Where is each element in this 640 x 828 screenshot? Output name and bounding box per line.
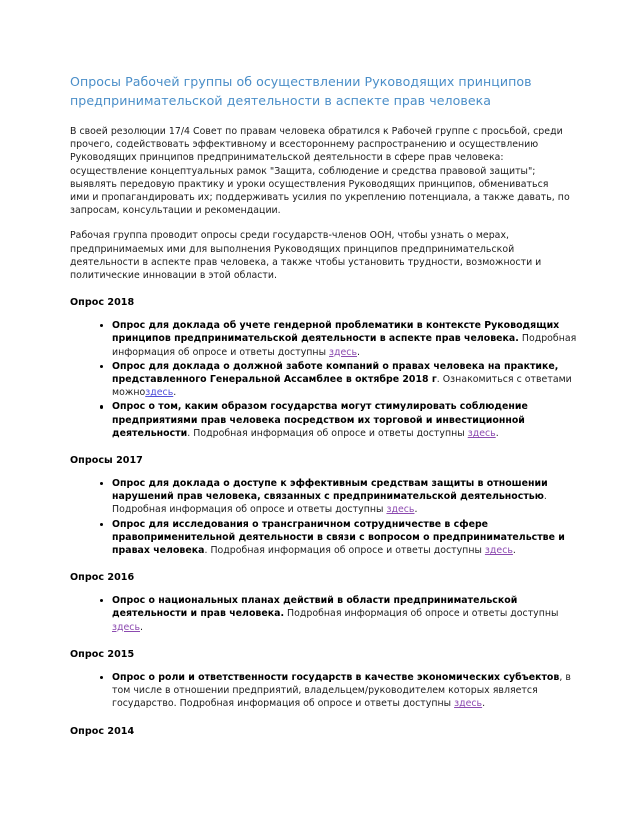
survey-description-tail: . bbox=[173, 387, 177, 399]
survey-title: Опрос для доклада об учете гендерной проблематики в контексте Руководящих принципов предпринимательской деятельности в аспекте прав человека. bbox=[112, 320, 560, 345]
section-heading: Опросы 2017 bbox=[70, 455, 143, 467]
list-item bbox=[70, 477, 578, 517]
survey-details-link[interactable]: здесь bbox=[484, 545, 513, 557]
section-heading: Опрос 2014 bbox=[70, 725, 135, 737]
survey-description-tail: . bbox=[357, 346, 361, 358]
bullet-dot-icon bbox=[100, 676, 103, 679]
survey-list bbox=[70, 594, 578, 634]
survey-description: Подробная информация об опросе и ответы доступны bbox=[284, 608, 559, 620]
survey-title: Опрос о том, каким образом государства могут стимулировать соблюдение предприятиями прав человека посредством их торговой и инвестиционной деятельности bbox=[112, 401, 528, 439]
survey-title: Опрос для доклада о доступе к эффективным средствам защиты в отношении нарушений прав человека, связанных с предпринимательской деятельностью bbox=[112, 478, 548, 503]
survey-description-tail: . bbox=[140, 621, 144, 633]
survey-title: Опрос о роли и ответственности государств в качестве экономических субъектов bbox=[112, 671, 560, 683]
survey-title: Опрос для исследования о трансграничном сотрудничестве в сфере правоприменительной деятельности в связи с вопросом о предпринимательстве и правах человека bbox=[112, 518, 565, 557]
survey-description: Подробная информация об опросе и ответы доступны bbox=[112, 333, 577, 358]
survey-description: . Подробная информация об опросе и ответы доступны bbox=[204, 545, 485, 557]
survey-details-link[interactable]: здесь bbox=[386, 504, 415, 516]
section-heading: Опрос 2015 bbox=[70, 648, 135, 660]
survey-description-tail: . bbox=[512, 545, 516, 557]
survey-list bbox=[70, 477, 578, 557]
survey-description-tail: . bbox=[482, 698, 486, 710]
survey-description: , в том числе в отношении предприятий, владельцем/руководителем которых является государство. Подробная информация об опросе и ответы доступны bbox=[112, 671, 571, 710]
list-item bbox=[70, 319, 578, 359]
bullet-dot-icon bbox=[100, 365, 103, 368]
survey-description-tail: . bbox=[414, 504, 418, 516]
survey-details-link[interactable]: здесь bbox=[467, 427, 496, 439]
survey-description: . Ознакомиться с ответами можно bbox=[112, 374, 572, 399]
survey-description: . Подробная информация об опросе и ответы доступны bbox=[112, 491, 547, 516]
bullet-dot-icon bbox=[100, 405, 103, 408]
survey-sections bbox=[70, 296, 578, 737]
section-heading: Опрос 2018 bbox=[70, 297, 135, 309]
list-item bbox=[70, 360, 578, 400]
bullet-dot-icon bbox=[100, 523, 103, 526]
survey-details-link[interactable]: здесь bbox=[454, 698, 483, 710]
survey-details-link[interactable]: здесь bbox=[145, 387, 174, 399]
list-item bbox=[70, 518, 578, 558]
bullet-dot-icon bbox=[100, 324, 103, 327]
survey-list bbox=[70, 671, 578, 711]
page-title: Опросы Рабочей группы об осуществлении Руководящих принципов предпринимательской деятельности в аспекте прав человека bbox=[70, 74, 532, 108]
survey-title: Опрос для доклада о должной заботе компаний о правах человека на практике, представленного Генеральной Ассамблее в октябре 2018 г bbox=[112, 360, 559, 386]
list-item bbox=[70, 594, 578, 634]
survey-description-tail: . bbox=[495, 427, 499, 439]
survey-title: Опрос о национальных планах действий в области предпринимательской деятельности и прав человека. bbox=[112, 595, 518, 620]
bullet-dot-icon bbox=[100, 482, 103, 485]
section-heading: Опрос 2016 bbox=[70, 572, 135, 584]
list-item bbox=[70, 400, 578, 440]
intro-paragraph-2: Рабочая группа проводит опросы среди государств-членов ООН, чтобы узнать о мерах, предпринимаемых ими для выполнения Руководящих принципов предпринимательской деятельности в аспекте прав человека, а также чтобы установить трудности, возможности и политические инновации в этой области. bbox=[70, 230, 542, 282]
intro-paragraph-1: В своей резолюции 17/4 Совет по правам человека обратился к Рабочей группе с просьбой, среди прочего, содействовать эффективному и всестороннему распространению и осуществлению Руководящих принципов предпринимательской деятельности в сфере прав человека: осуществление концептуальных рамок "Защита, соблюдение и средства правовой защиты"; выявлять передовую практику и уроки осуществления Руководящих принципов, обмениваться ими и пропагандировать их; поддерживать усилия по укреплению потенциала, а также давать, по запросам, консультации и рекомендации. bbox=[70, 126, 570, 217]
survey-list bbox=[70, 319, 578, 440]
bullet-dot-icon bbox=[100, 599, 103, 602]
survey-details-link[interactable]: здесь bbox=[112, 621, 141, 633]
survey-details-link[interactable]: здесь bbox=[329, 346, 358, 358]
list-item bbox=[70, 671, 578, 711]
survey-description: . Подробная информация об опросе и ответы доступны bbox=[187, 427, 468, 439]
